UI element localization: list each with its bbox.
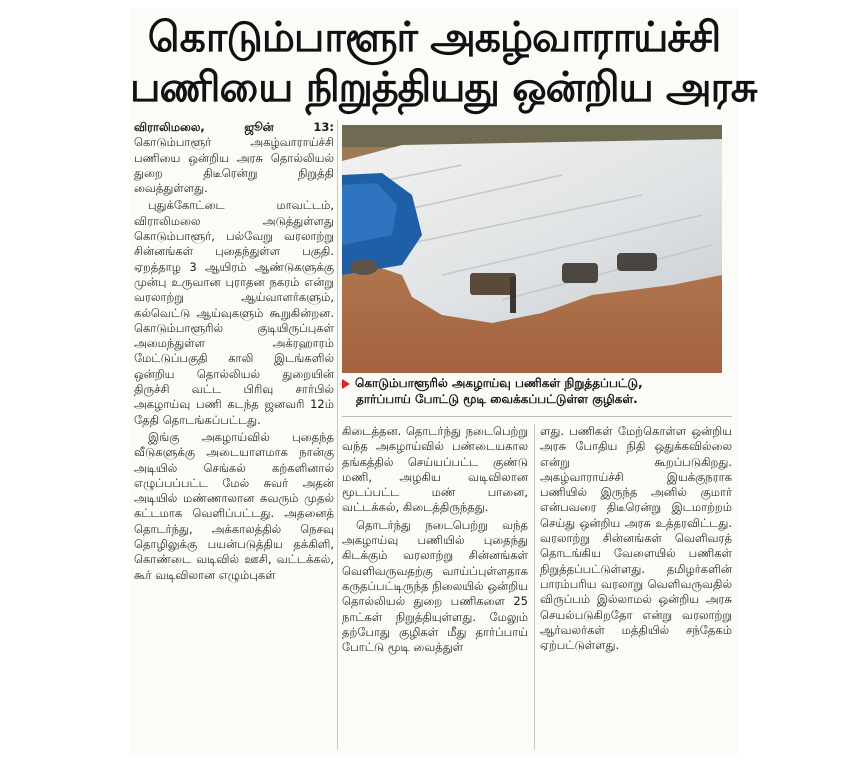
headline-line-2: பணியை நிறுத்தியது ஒன்றிய அரசு [130, 63, 757, 111]
column-1-paragraph-1 [134, 120, 334, 196]
column-divider [337, 120, 338, 750]
column-1-paragraph-2: புதுக்கோட்டை மாவட்டம், விராலிமலை அடுத்துள்ளது கொடும்பாளூர், பல்வேறு வரலாற்று சின்னங்கள் புதைந்துள்ள பகுதி. ஏறத்தாழ 3 ஆயிரம் ஆண்டுகளுக்கு முன்பு உருவான புராதன நகரம் என்று வரலாற்று ஆய்வாளர்களும், கல்வெட்டு ஆய்வுகளும் கூறுகின்றன. கொடும்பாளூரில் குடியிருப்புகள் அமைந்துள்ள அக்ரஹாரம் மேட்டுப்பகுதி காலி இடங்களில் ஒன்றிய தொல்லியல் துறையின் திருச்சி வட்ட பிரிவு சார்பில் அகழாய்வு பணி கடந்த ஜனவரி 12ம் தேதி தொடங்கப்பட்டது. [134, 198, 334, 427]
article-column-1 [134, 120, 334, 754]
article-column-2 [342, 424, 528, 754]
newspaper-clipping [130, 8, 757, 754]
dateline: விராலிமலை, ஜூன் 13: [134, 120, 334, 134]
stone [470, 273, 516, 295]
caption-divider [342, 416, 732, 417]
article-column-3 [540, 424, 732, 754]
stone [562, 263, 598, 283]
caption-arrow-icon [342, 379, 350, 389]
column-1-paragraph-3: இங்கு அகழாய்வில் புதைந்த வீடுகளுக்கு அடையாளமாக நான்கு அடியில் செங்கல் கற்களினால் எழுப்பப்பட்ட மேல் சுவர் அதன் அடியில் மண்ணாலான சுவரும் முதல் கட்டமாக வெளிப்பட்டது. அதனைத் தொடர்ந்து, அக்காலத்தில் நெசவு தொழிலுக்கு பயன்படுத்திய தக்கிளி, கொண்டை வடிவில் ஊசி, வட்டக்கல், கூர் வடிவிலான எழும்புகள் [134, 429, 334, 582]
column-1-paragraph-1-text: கொடும்பாளூர் அகழ்வாராய்ச்சி பணியை ஒன்றிய அரசு தொல்லியல் துறை திடீரென்று நிறுத்தி வைத்துள்ளது. [134, 135, 334, 196]
column-divider [534, 424, 535, 750]
excavation-photo [342, 125, 722, 373]
excavation-photo-illustration [342, 125, 722, 373]
caption-line-1-text: கொடும்பாளூரில் அகழாய்வு பணிகள் நிறுத்தப்பட்டு, [355, 376, 643, 390]
caption-line-1 [342, 376, 732, 392]
photo-caption [342, 376, 732, 407]
column-2-paragraph-2: தொடர்ந்து நடைபெற்று வந்த அகழாய்வு பணியில் புதைந்து கிடக்கும் வரலாற்று சின்னங்கள் வெளிவருவதற்கு வாய்ப்புள்ளதாக கருதப்பட்டிருந்த நிலையில் ஒன்றிய தொல்லியல் துறை பணிகளை 25 நாட்கள் நிறுத்தியுள்ளது. மேலும் தற்போது குழிகள் மீது தார்ப்பாய் போட்டு மூடி வைத்துள் [342, 517, 528, 655]
headline-line-1: கொடும்பாளூர் அகழ்வாராய்ச்சி [147, 13, 721, 61]
caption-line-2: தார்ப்பாய் போட்டு மூடி வைக்கப்பட்டுள்ள குழிகள். [356, 391, 638, 406]
column-2-paragraph-1: கிடைத்தன. தொடர்ந்து நடைபெற்று வந்த அகழாய்வில் பண்டையகால தங்கத்தில் செய்யப்பட்ட குண்டு மணி, அழகிய வடிவிலான மூடப்பட்ட மண் பானை, வட்டக்கல், கிடைத்திருந்தது. [342, 424, 528, 515]
headline [130, 12, 757, 112]
stone [617, 253, 657, 271]
column-3-paragraph-1: ளது. பணிகள் மேற்கொள்ள ஒன்றிய அரசு போதிய நிதி ஒதுக்கவில்லை என்று கூறப்படுகிறது. அகழ்வாராய்ச்சி இயக்குநராக பணியில் இருந்த அனில் குமார் என்பவரை திடீரென்று இடமாற்றம் செய்து ஒன்றிய அரசு உத்தரவிட்டது. வரலாற்று சின்னங்கள் வெளிவரத் தொடங்கிய வேளையில் பணிகள் நிறுத்தப்பட்டுள்ளது. தமிழர்களின் பாரம்பரிய வரலாறு வெளிவருவதில் விருப்பம் இல்லாமல் ஒன்றிய அரசு செயல்படுகிறதோ என்று வரலாற்று ஆர்வலர்கள் மத்தியில் சந்தேகம் ஏற்பட்டுள்ளது. [540, 424, 732, 653]
